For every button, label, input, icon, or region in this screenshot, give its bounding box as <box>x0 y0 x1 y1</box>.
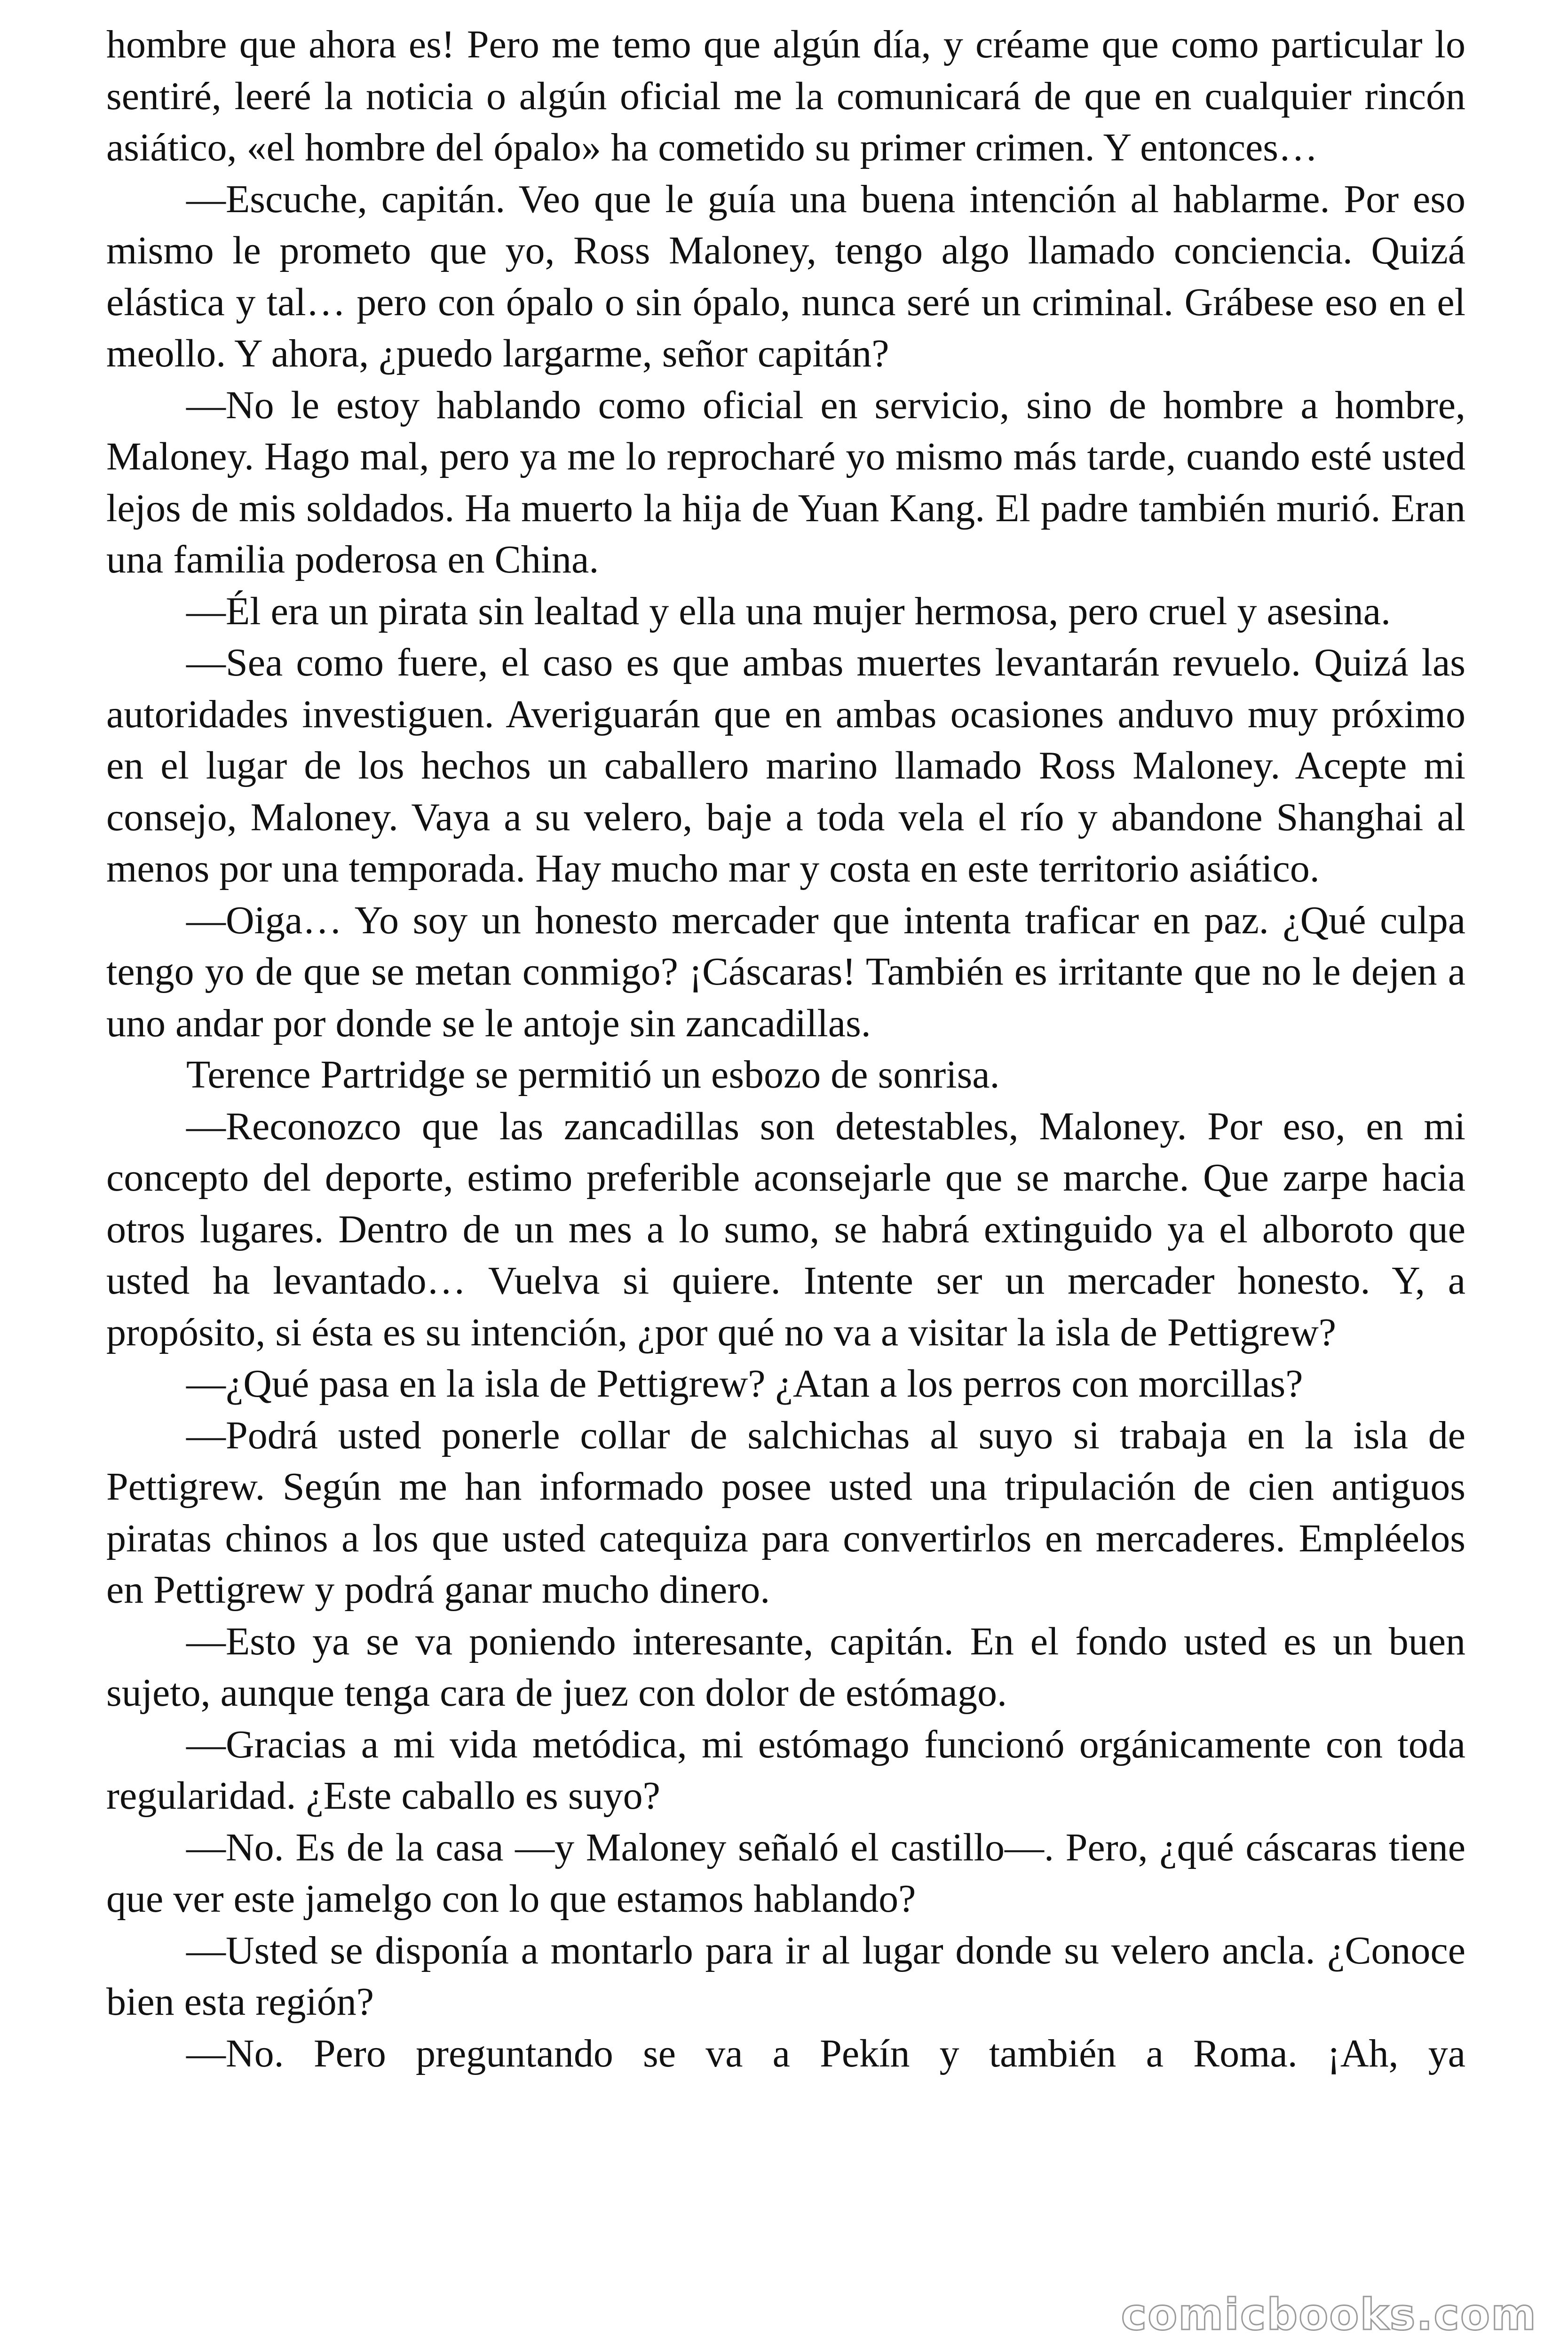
watermark-logo: comicbooks.com <box>1121 2289 1537 2340</box>
paragraph-10: —Podrá usted ponerle collar de salchichas al suyo si trabaja en la isla de Pettigrew. Según me han informado posee usted una tripulación de cien antiguos piratas chinos a los que usted catequiza para convertirlos en mercaderes. Empléelos en Pettigrew y podrá ganar mucho dinero. <box>106 1413 1465 1612</box>
paragraph-5: —Sea como fuere, el caso es que ambas muertes levantarán revuelo. Quizá las autoridades investiguen. Averiguarán que en ambas ocasiones anduvo muy próximo en el lugar de los hechos un caballero marino llamado Ross Maloney. Acepte mi consejo, Maloney. Vaya a su velero, baje a toda vela el río y abandone Shanghai al menos por una temporada. Hay mucho mar y costa en este territorio asiático. <box>106 641 1465 890</box>
paragraph-12: —Gracias a mi vida metódica, mi estómago funcionó orgánicamente con toda regularidad. ¿Este caballo es suyo? <box>106 1722 1465 1818</box>
book-page-text <box>106 19 1465 2079</box>
paragraph-11: —Esto ya se va poniendo interesante, capitán. En el fondo usted es un buen sujeto, aunque tenga cara de juez con dolor de estómago. <box>106 1619 1465 1715</box>
paragraph-6: —Oiga… Yo soy un honesto mercader que intenta traficar en paz. ¿Qué culpa tengo yo de que se metan conmigo? ¡Cáscaras! También es irritante que no le dejen a uno andar por donde se le antoje sin zancadillas. <box>106 898 1465 1045</box>
paragraph-7: Terence Partridge se permitió un esbozo de sonrisa. <box>186 1053 1000 1097</box>
paragraph-9: —¿Qué pasa en la isla de Pettigrew? ¿Atan a los perros con morcillas? <box>186 1362 1303 1406</box>
paragraph-14: —Usted se disponía a montarlo para ir al lugar donde su velero ancla. ¿Conoce bien esta región? <box>106 1928 1465 2024</box>
paragraph-4: —Él era un pirata sin lealtad y ella una mujer hermosa, pero cruel y asesina. <box>186 589 1391 633</box>
paragraph-3: —No le estoy hablando como oficial en servicio, sino de hombre a hombre, Maloney. Hago mal, pero ya me lo reprocharé yo mismo más tarde, cuando esté usted lejos de mis soldados. Ha muerto la hija de Yuan Kang. El padre también murió. Eran una familia poderosa en China. <box>106 383 1465 581</box>
paragraph-8: —Reconozco que las zancadillas son detestables, Maloney. Por eso, en mi concepto del deporte, estimo preferible aconsejarle que se marche. Que zarpe hacia otros lugares. Dentro de un mes a lo sumo, se habrá extinguido ya el alboroto que usted ha levantado… Vuelva si quiere. Intente ser un mercader honesto. Y, a propósito, si ésta es su intención, ¿por qué no va a visitar la isla de Pettigrew? <box>106 1104 1465 1354</box>
paragraph-13: —No. Es de la casa —y Maloney señaló el castillo—. Pero, ¿qué cáscaras tiene que ver este jamelgo con lo que estamos hablando? <box>106 1825 1465 1921</box>
paragraph-1: hombre que ahora es! Pero me temo que algún día, y créame que como particular lo sentiré, leeré la noticia o algún oficial me la comunicará de que en cualquier rincón asiático, «el hombre del ópalo» ha cometido su primer crimen. Y entonces… <box>106 23 1465 169</box>
paragraph-2: —Escuche, capitán. Veo que le guía una buena intención al hablarme. Por eso mismo le prometo que yo, Ross Maloney, tengo algo llamado conciencia. Quizá elástica y tal… pero con ópalo o sin ópalo, nunca seré un criminal. Grábese eso en el meollo. Y ahora, ¿puedo largarme, señor capitán? <box>106 177 1465 375</box>
paragraph-15: —No. Pero preguntando se va a Pekín y también a Roma. ¡Ah, ya <box>186 2031 1465 2075</box>
